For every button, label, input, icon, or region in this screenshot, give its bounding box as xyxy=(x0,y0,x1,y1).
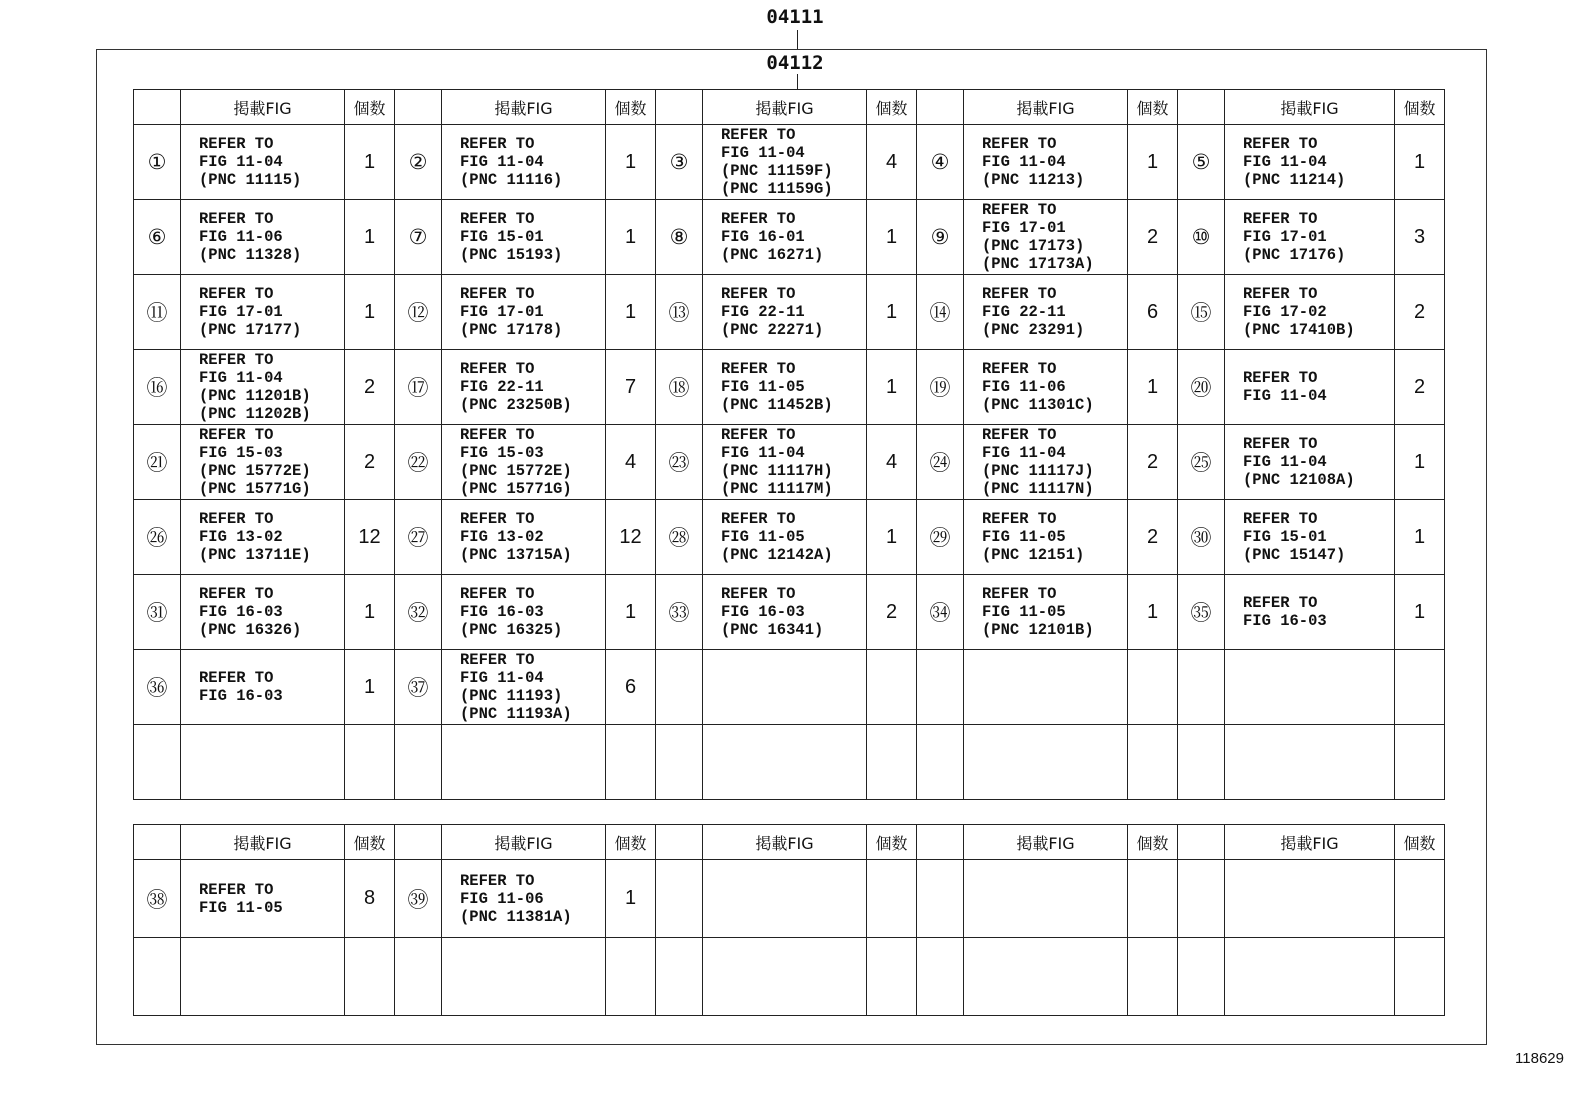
item-number: ⑮ xyxy=(1178,275,1225,350)
figure-reference: REFER TO FIG 11-04 xyxy=(1225,350,1395,425)
quantity: 12 xyxy=(606,500,656,575)
figure-reference xyxy=(964,860,1128,938)
figure-reference: REFER TO FIG 22-11 (PNC 23250B) xyxy=(442,350,606,425)
table-header-row xyxy=(134,90,1445,125)
figure-reference xyxy=(964,938,1128,1016)
figure-reference: REFER TO FIG 11-04 (PNC 11201B) (PNC 11202B) xyxy=(181,350,345,425)
quantity: 2 xyxy=(867,575,917,650)
quantity: 1 xyxy=(1395,575,1445,650)
table-row xyxy=(134,275,1445,350)
figure-reference xyxy=(1225,860,1395,938)
quantity xyxy=(1128,650,1178,725)
item-number xyxy=(1178,725,1225,800)
quantity: 1 xyxy=(606,200,656,275)
item-number xyxy=(395,938,442,1016)
table-row xyxy=(134,575,1445,650)
quantity: 1 xyxy=(606,125,656,200)
item-number: ⑯ xyxy=(134,350,181,425)
figure-reference: REFER TO FIG 11-04 (PNC 11117H) (PNC 11117M) xyxy=(703,425,867,500)
item-number: ㉚ xyxy=(1178,500,1225,575)
figure-reference xyxy=(442,725,606,800)
quantity xyxy=(1395,650,1445,725)
header-fig: 掲載FIG xyxy=(1225,90,1395,125)
figure-reference: REFER TO FIG 11-06 (PNC 11301C) xyxy=(964,350,1128,425)
figure-reference xyxy=(964,725,1128,800)
leader-line-inner xyxy=(797,74,798,90)
figure-reference xyxy=(1225,938,1395,1016)
header-no xyxy=(134,90,181,125)
figure-reference: REFER TO FIG 16-03 (PNC 16325) xyxy=(442,575,606,650)
quantity xyxy=(1128,860,1178,938)
quantity: 4 xyxy=(606,425,656,500)
figure-reference: REFER TO FIG 22-11 (PNC 23291) xyxy=(964,275,1128,350)
item-number: ㉜ xyxy=(395,575,442,650)
quantity: 4 xyxy=(867,425,917,500)
table-row xyxy=(134,425,1445,500)
header-qty: 個数 xyxy=(867,90,917,125)
item-number: ⑧ xyxy=(656,200,703,275)
header-fig: 掲載FIG xyxy=(442,825,606,860)
quantity: 2 xyxy=(1128,200,1178,275)
figure-reference xyxy=(703,938,867,1016)
header-qty: 個数 xyxy=(1128,825,1178,860)
figure-reference: REFER TO FIG 11-05 (PNC 12151) xyxy=(964,500,1128,575)
header-qty: 個数 xyxy=(1395,825,1445,860)
figure-reference: REFER TO FIG 13-02 (PNC 13715A) xyxy=(442,500,606,575)
figure-reference xyxy=(181,938,345,1016)
quantity: 1 xyxy=(1395,425,1445,500)
quantity xyxy=(1128,725,1178,800)
figure-reference: REFER TO FIG 22-11 (PNC 22271) xyxy=(703,275,867,350)
quantity: 6 xyxy=(606,650,656,725)
table-header-row xyxy=(134,825,1445,860)
item-number: ㉓ xyxy=(656,425,703,500)
header-no xyxy=(1178,825,1225,860)
header-fig: 掲載FIG xyxy=(964,825,1128,860)
table-row xyxy=(134,350,1445,425)
figure-reference: REFER TO FIG 16-03 (PNC 16326) xyxy=(181,575,345,650)
quantity: 1 xyxy=(867,275,917,350)
quantity: 6 xyxy=(1128,275,1178,350)
item-number xyxy=(656,938,703,1016)
item-number: ⑪ xyxy=(134,275,181,350)
figure-reference: REFER TO FIG 17-02 (PNC 17410B) xyxy=(1225,275,1395,350)
header-fig: 掲載FIG xyxy=(703,90,867,125)
header-fig: 掲載FIG xyxy=(181,825,345,860)
figure-reference: REFER TO FIG 11-04 (PNC 11214) xyxy=(1225,125,1395,200)
figure-reference: REFER TO FIG 11-04 (PNC 11117J) (PNC 11117N) xyxy=(964,425,1128,500)
item-number xyxy=(395,725,442,800)
item-number: ㉕ xyxy=(1178,425,1225,500)
header-fig: 掲載FIG xyxy=(181,90,345,125)
item-number: ⑤ xyxy=(1178,125,1225,200)
quantity: 1 xyxy=(345,275,395,350)
table-row xyxy=(134,860,1445,938)
item-number: ㉘ xyxy=(656,500,703,575)
item-number: ㊴ xyxy=(395,860,442,938)
item-number: ⑲ xyxy=(917,350,964,425)
item-number: ⑳ xyxy=(1178,350,1225,425)
figure-reference xyxy=(442,938,606,1016)
item-number: ⑩ xyxy=(1178,200,1225,275)
item-number xyxy=(917,650,964,725)
item-number: ① xyxy=(134,125,181,200)
quantity: 7 xyxy=(606,350,656,425)
item-number: ㉛ xyxy=(134,575,181,650)
figure-reference: REFER TO FIG 11-04 (PNC 12108A) xyxy=(1225,425,1395,500)
header-fig: 掲載FIG xyxy=(442,90,606,125)
item-number: ⑨ xyxy=(917,200,964,275)
item-number: ㉔ xyxy=(917,425,964,500)
header-qty: 個数 xyxy=(1128,90,1178,125)
quantity xyxy=(345,725,395,800)
item-number: ⑭ xyxy=(917,275,964,350)
quantity: 1 xyxy=(606,275,656,350)
item-number: ㉞ xyxy=(917,575,964,650)
quantity: 1 xyxy=(1128,350,1178,425)
item-number xyxy=(656,860,703,938)
figure-reference: REFER TO FIG 15-03 (PNC 15772E) (PNC 15771G) xyxy=(181,425,345,500)
quantity: 1 xyxy=(606,860,656,938)
item-number xyxy=(1178,938,1225,1016)
quantity: 1 xyxy=(867,200,917,275)
figure-reference: REFER TO FIG 16-03 xyxy=(181,650,345,725)
secondary-table-body xyxy=(134,860,1445,1016)
figure-reference xyxy=(1225,725,1395,800)
quantity: 1 xyxy=(1395,500,1445,575)
header-no xyxy=(134,825,181,860)
figure-reference: REFER TO FIG 15-01 (PNC 15193) xyxy=(442,200,606,275)
header-no xyxy=(395,90,442,125)
quantity: 1 xyxy=(345,200,395,275)
figure-reference: REFER TO FIG 11-04 (PNC 11116) xyxy=(442,125,606,200)
header-no xyxy=(917,90,964,125)
item-number: ⑬ xyxy=(656,275,703,350)
quantity: 2 xyxy=(345,425,395,500)
figure-reference: REFER TO FIG 11-05 (PNC 12101B) xyxy=(964,575,1128,650)
figure-reference: REFER TO FIG 11-05 xyxy=(181,860,345,938)
item-number: ㊱ xyxy=(134,650,181,725)
item-number: ㉝ xyxy=(656,575,703,650)
quantity: 1 xyxy=(1128,575,1178,650)
quantity xyxy=(1395,725,1445,800)
item-number xyxy=(134,725,181,800)
item-number: ② xyxy=(395,125,442,200)
figure-reference: REFER TO FIG 17-01 (PNC 17173) (PNC 17173A) xyxy=(964,200,1128,275)
figure-reference: REFER TO FIG 11-04 (PNC 11213) xyxy=(964,125,1128,200)
item-number xyxy=(656,725,703,800)
item-number: ⑰ xyxy=(395,350,442,425)
figure-reference xyxy=(703,725,867,800)
quantity: 12 xyxy=(345,500,395,575)
parts-table-main xyxy=(133,89,1445,800)
figure-reference xyxy=(1225,650,1395,725)
header-no xyxy=(917,825,964,860)
item-number: ㉙ xyxy=(917,500,964,575)
figure-reference: REFER TO FIG 15-01 (PNC 15147) xyxy=(1225,500,1395,575)
item-number xyxy=(134,938,181,1016)
item-number xyxy=(917,938,964,1016)
quantity: 2 xyxy=(1395,275,1445,350)
item-number: ⑥ xyxy=(134,200,181,275)
header-qty: 個数 xyxy=(867,825,917,860)
header-fig: 掲載FIG xyxy=(703,825,867,860)
item-number: ㊳ xyxy=(134,860,181,938)
quantity: 2 xyxy=(1128,500,1178,575)
figure-reference xyxy=(964,650,1128,725)
quantity: 1 xyxy=(867,500,917,575)
item-number xyxy=(917,725,964,800)
quantity: 3 xyxy=(1395,200,1445,275)
header-no xyxy=(656,825,703,860)
parts-table-secondary xyxy=(133,824,1445,1016)
header-qty: 個数 xyxy=(606,90,656,125)
item-number: ⑫ xyxy=(395,275,442,350)
item-number: ㉟ xyxy=(1178,575,1225,650)
item-number: ㊲ xyxy=(395,650,442,725)
quantity: 1 xyxy=(345,125,395,200)
table-row xyxy=(134,725,1445,800)
table-row xyxy=(134,500,1445,575)
assembly-code-inner: 04112 xyxy=(766,52,824,74)
figure-reference: REFER TO FIG 15-03 (PNC 15772E) (PNC 15771G) xyxy=(442,425,606,500)
item-number: ㉗ xyxy=(395,500,442,575)
header-qty: 個数 xyxy=(345,90,395,125)
quantity: 1 xyxy=(345,575,395,650)
figure-reference: REFER TO FIG 16-03 (PNC 16341) xyxy=(703,575,867,650)
assembly-code-outer: 04111 xyxy=(766,6,824,28)
header-qty: 個数 xyxy=(606,825,656,860)
header-no xyxy=(656,90,703,125)
item-number: ㉑ xyxy=(134,425,181,500)
table-row xyxy=(134,650,1445,725)
figure-reference: REFER TO FIG 11-04 (PNC 11193) (PNC 11193A) xyxy=(442,650,606,725)
figure-reference xyxy=(181,725,345,800)
table-row xyxy=(134,938,1445,1016)
figure-reference: REFER TO FIG 16-03 xyxy=(1225,575,1395,650)
figure-reference: REFER TO FIG 17-01 (PNC 17177) xyxy=(181,275,345,350)
quantity xyxy=(867,650,917,725)
item-number xyxy=(1178,860,1225,938)
quantity xyxy=(867,725,917,800)
figure-reference: REFER TO FIG 13-02 (PNC 13711E) xyxy=(181,500,345,575)
table-row xyxy=(134,200,1445,275)
quantity: 4 xyxy=(867,125,917,200)
quantity xyxy=(345,938,395,1016)
quantity: 1 xyxy=(867,350,917,425)
quantity: 2 xyxy=(1395,350,1445,425)
figure-reference: REFER TO FIG 11-04 (PNC 11159F) (PNC 11159G) xyxy=(703,125,867,200)
quantity: 1 xyxy=(606,575,656,650)
figure-reference: REFER TO FIG 11-06 (PNC 11381A) xyxy=(442,860,606,938)
header-fig: 掲載FIG xyxy=(964,90,1128,125)
quantity xyxy=(606,938,656,1016)
quantity xyxy=(1395,860,1445,938)
figure-reference: REFER TO FIG 11-04 (PNC 11115) xyxy=(181,125,345,200)
header-no xyxy=(1178,90,1225,125)
quantity xyxy=(867,938,917,1016)
figure-reference: REFER TO FIG 11-05 (PNC 12142A) xyxy=(703,500,867,575)
item-number: ③ xyxy=(656,125,703,200)
quantity: 1 xyxy=(1395,125,1445,200)
quantity: 8 xyxy=(345,860,395,938)
figure-reference: REFER TO FIG 17-01 (PNC 17176) xyxy=(1225,200,1395,275)
quantity xyxy=(1128,938,1178,1016)
figure-reference xyxy=(703,650,867,725)
page-number: 118629 xyxy=(1515,1050,1564,1067)
figure-reference: REFER TO FIG 17-01 (PNC 17178) xyxy=(442,275,606,350)
figure-reference: REFER TO FIG 16-01 (PNC 16271) xyxy=(703,200,867,275)
table-row xyxy=(134,125,1445,200)
header-qty: 個数 xyxy=(1395,90,1445,125)
quantity: 2 xyxy=(345,350,395,425)
item-number xyxy=(656,650,703,725)
header-fig: 掲載FIG xyxy=(1225,825,1395,860)
item-number: ④ xyxy=(917,125,964,200)
item-number: ㉖ xyxy=(134,500,181,575)
quantity: 1 xyxy=(1128,125,1178,200)
quantity: 1 xyxy=(345,650,395,725)
figure-reference: REFER TO FIG 11-06 (PNC 11328) xyxy=(181,200,345,275)
quantity xyxy=(1395,938,1445,1016)
figure-reference xyxy=(703,860,867,938)
figure-reference: REFER TO FIG 11-05 (PNC 11452B) xyxy=(703,350,867,425)
item-number: ⑦ xyxy=(395,200,442,275)
quantity: 2 xyxy=(1128,425,1178,500)
item-number xyxy=(1178,650,1225,725)
item-number: ㉒ xyxy=(395,425,442,500)
header-no xyxy=(395,825,442,860)
quantity xyxy=(606,725,656,800)
header-qty: 個数 xyxy=(345,825,395,860)
leader-line-outer xyxy=(797,30,798,50)
item-number xyxy=(917,860,964,938)
item-number: ⑱ xyxy=(656,350,703,425)
quantity xyxy=(867,860,917,938)
main-table-body xyxy=(134,125,1445,800)
